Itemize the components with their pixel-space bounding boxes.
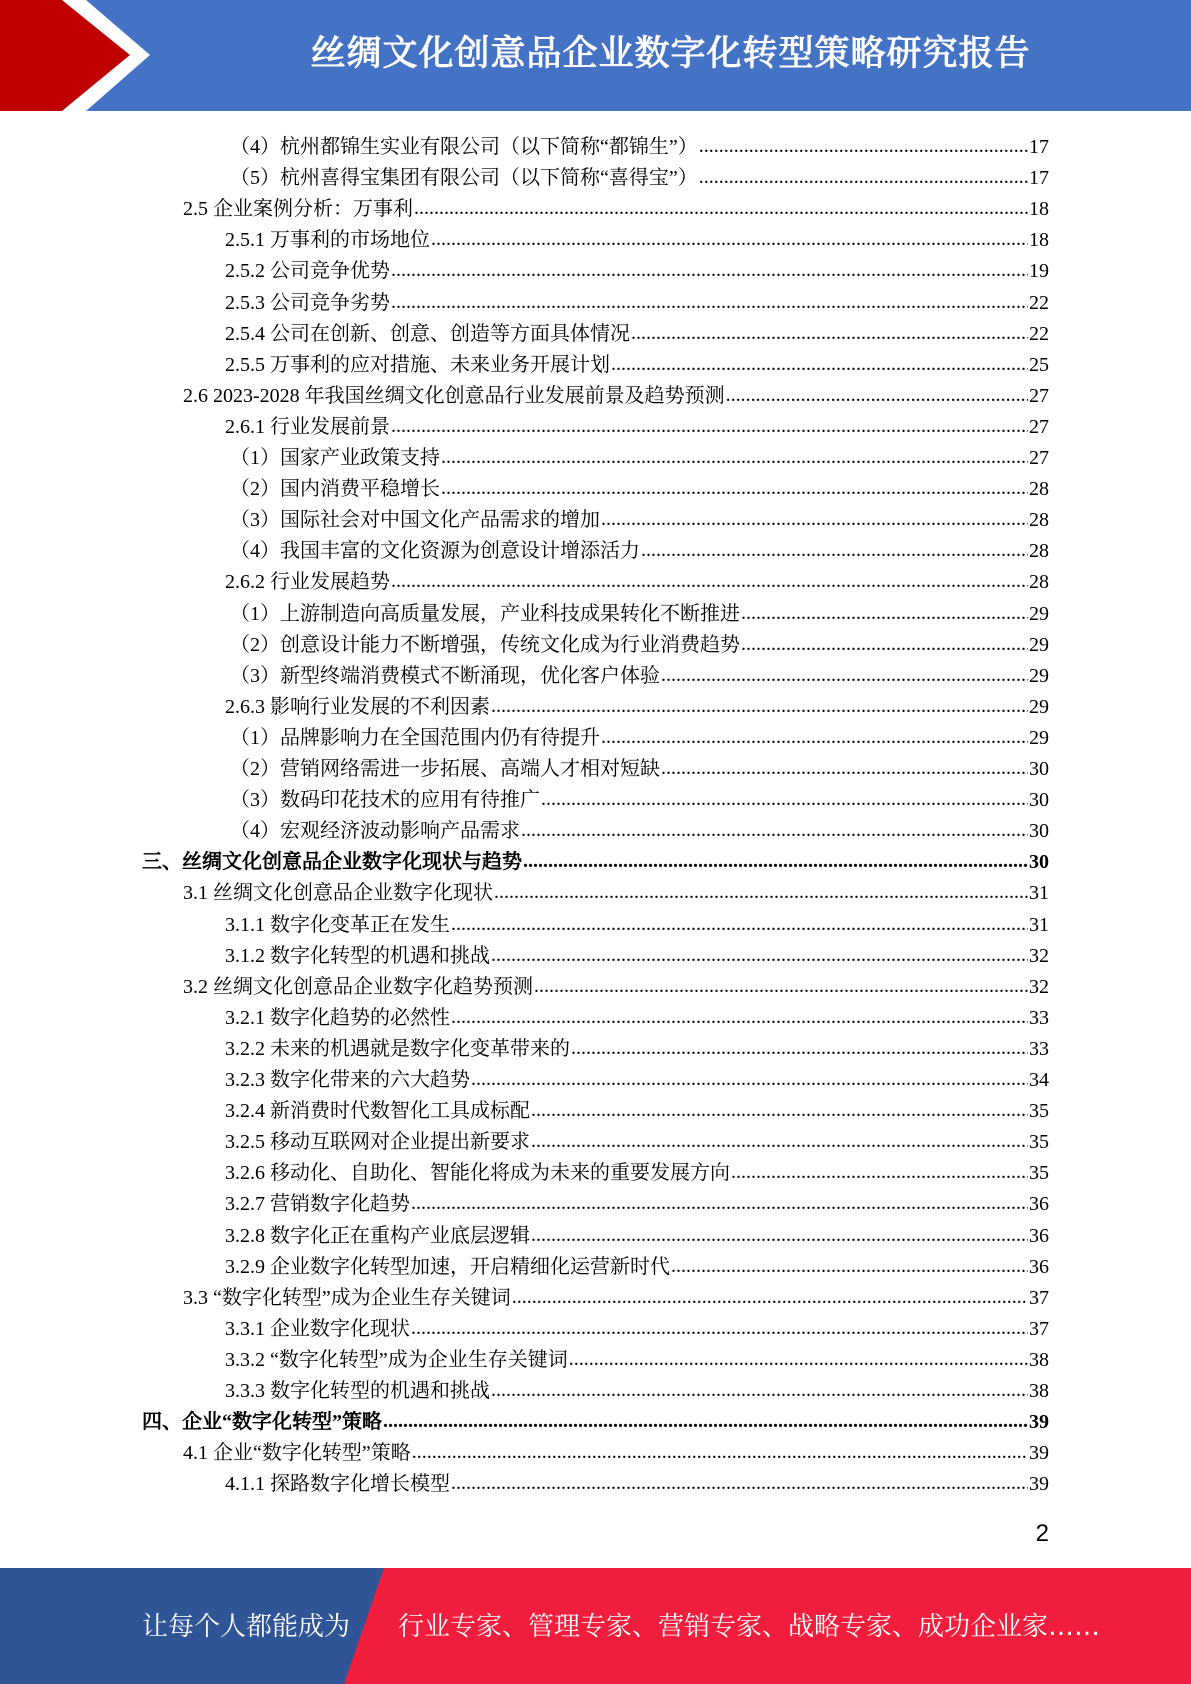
toc-entry-page: 36: [1029, 1224, 1049, 1247]
toc-entry-title: 2.6.3 影响行业发展的不利因素: [225, 695, 490, 718]
toc-dot-leader: [512, 1287, 1028, 1310]
toc-entry[interactable]: [225, 1248, 1049, 1279]
toc-entry[interactable]: [230, 439, 1049, 470]
toc-entry-title: 2.5.5 万事利的应对措施、未来业务开展计划: [225, 353, 610, 376]
toc-dot-leader: [601, 509, 1028, 532]
toc-dot-leader: [414, 198, 1028, 221]
toc-dot-leader: [391, 260, 1028, 283]
toc-entry-page: 17: [1029, 167, 1049, 190]
toc-entry[interactable]: [142, 843, 1049, 874]
toc-entry[interactable]: [183, 190, 1049, 221]
toc-dot-leader: [391, 571, 1028, 594]
toc-entry-title: （3）国际社会对中国文化产品需求的增加: [230, 509, 600, 532]
toc-entry-page: 32: [1029, 975, 1049, 998]
toc-entry-page: 35: [1029, 1100, 1049, 1123]
toc-entry-page: 30: [1029, 851, 1049, 874]
toc-entry-title: （2）创意设计能力不断增强，传统文化成为行业消费趋势: [230, 633, 740, 656]
toc-entry-page: 30: [1029, 820, 1049, 843]
toc-entry-page: 27: [1029, 447, 1049, 469]
footer-slogan-right: 行业专家、管理专家、营销专家、战略专家、成功企业家……: [398, 1612, 1101, 1642]
toc-entry-title: （4）杭州都锦生实业有限公司（以下简称“都锦生”）: [230, 136, 698, 158]
toc-entry[interactable]: [225, 563, 1049, 594]
toc-entry-title: 3.2.1 数字化趋势的必然性: [225, 1006, 450, 1029]
toc-dot-leader: [411, 1193, 1028, 1216]
toc-entry-title: 3.2.6 移动化、自助化、智能化将成为未来的重要发展方向: [225, 1162, 730, 1185]
toc-entry-title: 四、企业“数字化转型”策略: [142, 1411, 382, 1434]
toc-entry-title: 3.2.5 移动互联网对企业提出新要求: [225, 1131, 530, 1154]
toc-entry[interactable]: [230, 532, 1049, 563]
toc-entry-title: 3.1 丝绸文化创意品企业数字化现状: [183, 882, 493, 905]
toc-entry-page: 39: [1029, 1442, 1049, 1465]
toc-dot-leader: [534, 976, 1028, 999]
toc-entry-page: 31: [1029, 882, 1049, 905]
toc-dot-leader: [523, 851, 1028, 874]
toc-dot-leader: [531, 1100, 1028, 1123]
toc-dot-leader: [661, 758, 1028, 781]
toc-entry[interactable]: [230, 159, 1049, 190]
toc-entry-page: 19: [1029, 260, 1049, 283]
toc-entry[interactable]: [183, 377, 1049, 408]
toc-entry[interactable]: [225, 906, 1049, 937]
toc-entry[interactable]: [225, 1341, 1049, 1372]
toc-entry[interactable]: [225, 1372, 1049, 1403]
toc-entry-title: 3.2.7 营销数字化趋势: [225, 1193, 410, 1216]
toc-entry-page: 27: [1029, 384, 1049, 407]
toc-entry-title: （1）品牌影响力在全国范围内仍有待提升: [230, 726, 600, 749]
toc-entry-page: 36: [1029, 1193, 1049, 1216]
toc-entry-title: （1）上游制造向高质量发展，产业科技成果转化不断推进: [230, 602, 740, 625]
toc-entry[interactable]: [225, 252, 1049, 283]
toc-entry[interactable]: [225, 221, 1049, 252]
toc-entry-page: 27: [1029, 415, 1049, 438]
toc-entry[interactable]: [225, 284, 1049, 315]
toc-entry-page: 33: [1029, 1006, 1049, 1029]
toc-entry[interactable]: [225, 346, 1049, 377]
toc-entry-title: （2）营销网络需进一步拓展、高端人才相对短缺: [230, 758, 660, 780]
toc-entry-title: 3.3.3 数字化转型的机遇和挑战: [225, 1380, 490, 1402]
toc-entry[interactable]: [183, 874, 1049, 905]
toc-entry-title: 2.6.2 行业发展趋势: [225, 571, 390, 594]
toc-entry[interactable]: [225, 315, 1049, 346]
toc-entry-page: 35: [1029, 1162, 1049, 1185]
toc-dot-leader: [699, 136, 1028, 159]
toc-dot-leader: [661, 665, 1028, 688]
toc-entry-title: 3.2.9 企业数字化转型加速，开启精细化运营新时代: [225, 1255, 670, 1278]
toc-entry[interactable]: [225, 1310, 1049, 1341]
toc-entry-title: （3）新型终端消费模式不断涌现，优化客户体验: [230, 664, 660, 687]
toc-entry[interactable]: [230, 750, 1049, 781]
toc-entry-page: 29: [1029, 664, 1049, 687]
toc-entry-page: 18: [1029, 198, 1049, 221]
toc-entry-title: 3.2.2 未来的机遇就是数字化变革带来的: [225, 1037, 570, 1060]
toc-entry-page: 22: [1029, 322, 1049, 345]
toc-entry[interactable]: [230, 470, 1049, 501]
toc-entry-title: 2.5.2 公司竞争优势: [225, 260, 390, 283]
toc-dot-leader: [411, 1318, 1028, 1341]
toc-dot-leader: [391, 292, 1028, 315]
toc-entry-title: 2.6 2023-2028 年我国丝绸文化创意品行业发展前景及趋势预测: [183, 384, 725, 407]
toc-dot-leader: [601, 727, 1028, 750]
toc-entry-title: （3）数码印花技术的应用有待推广: [230, 789, 540, 812]
toc-entry-page: 34: [1029, 1069, 1049, 1091]
page-header: [0, 0, 1191, 111]
toc-entry-title: （4）我国丰富的文化资源为创意设计增添活力: [230, 540, 640, 563]
toc-entry[interactable]: [183, 968, 1049, 999]
toc-entry-title: 4.1.1 探路数字化增长模型: [225, 1473, 450, 1496]
toc-entry-page: 28: [1029, 478, 1049, 501]
toc-entry-page: 39: [1029, 1411, 1049, 1434]
toc-dot-leader: [412, 1442, 1028, 1465]
toc-entry-page: 32: [1029, 944, 1049, 967]
toc-entry-title: 三、丝绸文化创意品企业数字化现状与趋势: [142, 851, 522, 874]
toc-dot-leader: [383, 1411, 1028, 1434]
toc-entry[interactable]: [230, 501, 1049, 532]
toc-entry[interactable]: [225, 688, 1049, 719]
page-number: 2: [1035, 1520, 1049, 1547]
toc-dot-leader: [451, 1473, 1028, 1496]
toc-entry[interactable]: [225, 1123, 1049, 1154]
toc-dot-leader: [731, 1162, 1028, 1185]
toc-entry-page: 29: [1029, 602, 1049, 625]
toc-entry-page: 30: [1029, 789, 1049, 812]
toc-entry-page: 38: [1029, 1380, 1049, 1402]
toc-entry-title: 2.5.3 公司竞争劣势: [225, 291, 390, 314]
toc-dot-leader: [451, 914, 1028, 937]
toc-entry-page: 29: [1029, 695, 1049, 718]
footer-slogan-left: 让每个人都能成为: [142, 1612, 351, 1642]
toc-entry[interactable]: [230, 719, 1049, 750]
toc-entry[interactable]: [225, 408, 1049, 439]
toc-entry-title: 3.2.8 数字化正在重构产业底层逻辑: [225, 1224, 530, 1247]
toc-entry-title: 2.5.4 公司在创新、创意、创造等方面具体情况: [225, 322, 630, 345]
page-footer: [0, 1568, 1191, 1684]
toc-entry-title: 3.3.1 企业数字化现状: [225, 1317, 410, 1340]
toc-entry[interactable]: [183, 1434, 1049, 1465]
toc-dot-leader: [611, 354, 1028, 377]
toc-entry-title: 2.6.1 行业发展前景: [225, 415, 390, 438]
toc-entry-page: 38: [1029, 1348, 1049, 1371]
toc-entry[interactable]: [225, 1465, 1049, 1496]
toc-entry-page: 29: [1029, 633, 1049, 656]
toc-entry-title: 4.1 企业“数字化转型”策略: [183, 1442, 411, 1465]
toc-entry-title: 3.3.2 “数字化转型”成为企业生存关键词: [225, 1348, 568, 1371]
toc-dot-leader: [494, 882, 1028, 905]
toc-entry[interactable]: [230, 128, 1049, 159]
toc-entry-title: （5）杭州喜得宝集团有限公司（以下简称“喜得宝”）: [230, 167, 698, 190]
toc-dot-leader: [531, 1225, 1028, 1248]
toc-entry-page: 22: [1029, 291, 1049, 314]
toc-entry-title: （4）宏观经济波动影响产品需求: [230, 820, 520, 843]
toc-entry[interactable]: [230, 781, 1049, 812]
toc-entry-page: 37: [1029, 1286, 1049, 1309]
toc-entry[interactable]: [225, 1061, 1049, 1092]
toc-entry-page: 39: [1029, 1473, 1049, 1496]
toc-entry[interactable]: [225, 1154, 1049, 1185]
toc-dot-leader: [391, 416, 1028, 439]
toc-entry[interactable]: [142, 1403, 1049, 1434]
toc-dot-leader: [491, 1380, 1028, 1403]
toc-dot-leader: [441, 478, 1028, 501]
toc-dot-leader: [631, 323, 1028, 346]
toc-entry-page: 28: [1029, 571, 1049, 594]
toc-entry[interactable]: [230, 812, 1049, 843]
toc-entry-title: 3.1.2 数字化转型的机遇和挑战: [225, 944, 490, 967]
toc-entry-page: 33: [1029, 1037, 1049, 1060]
toc-entry-page: 30: [1029, 758, 1049, 780]
toc-entry-title: 3.3 “数字化转型”成为企业生存关键词: [183, 1286, 511, 1309]
toc-dot-leader: [571, 1038, 1028, 1061]
toc-entry-page: 25: [1029, 353, 1049, 376]
toc-entry[interactable]: [225, 1030, 1049, 1061]
toc-entry-page: 17: [1029, 136, 1049, 158]
toc-entry-title: 2.5 企业案例分析：万事利: [183, 198, 413, 221]
toc-entry-page: 29: [1029, 726, 1049, 749]
toc-entry[interactable]: [230, 626, 1049, 657]
toc-entry-title: 3.2.3 数字化带来的六大趋势: [225, 1069, 470, 1091]
toc-entry-title: 3.2.4 新消费时代数智化工具成标配: [225, 1100, 530, 1123]
toc-entry-title: 2.5.1 万事利的市场地位: [225, 229, 430, 252]
toc-entry-page: 18: [1029, 229, 1049, 252]
toc-entry-page: 37: [1029, 1317, 1049, 1340]
toc-dot-leader: [741, 634, 1028, 657]
toc-entry[interactable]: [230, 657, 1049, 688]
toc-dot-leader: [471, 1069, 1028, 1092]
toc-entry[interactable]: [225, 999, 1049, 1030]
toc-entry-title: 3.1.1 数字化变革正在发生: [225, 913, 450, 936]
toc-dot-leader: [541, 789, 1028, 812]
toc-dot-leader: [726, 385, 1028, 408]
toc-entry-page: 36: [1029, 1255, 1049, 1278]
toc-dot-leader: [671, 1256, 1028, 1279]
toc-dot-leader: [491, 945, 1028, 968]
toc-entry-page: 28: [1029, 540, 1049, 563]
toc-entry[interactable]: [225, 1092, 1049, 1123]
toc-entry-page: 31: [1029, 913, 1049, 936]
toc-entry-page: 35: [1029, 1131, 1049, 1154]
toc-entry-title: （1）国家产业政策支持: [230, 447, 440, 469]
toc-entry[interactable]: [230, 595, 1049, 626]
toc-dot-leader: [569, 1349, 1028, 1372]
toc-entry-page: 28: [1029, 509, 1049, 532]
header-title: 丝绸文化创意品企业数字化转型策略研究报告: [310, 34, 1031, 74]
toc-dot-leader: [491, 696, 1028, 719]
toc-dot-leader: [441, 447, 1028, 470]
toc-entry-title: （2）国内消费平稳增长: [230, 478, 440, 501]
toc-dot-leader: [531, 1131, 1028, 1154]
toc-entry-title: 3.2 丝绸文化创意品企业数字化趋势预测: [183, 975, 533, 998]
toc-dot-leader: [451, 1007, 1028, 1030]
toc-entry[interactable]: [225, 1217, 1049, 1248]
toc-dot-leader: [699, 167, 1028, 190]
toc-entry[interactable]: [225, 1185, 1049, 1216]
toc-entry[interactable]: [183, 1279, 1049, 1310]
toc-dot-leader: [431, 229, 1028, 252]
toc-dot-leader: [641, 540, 1028, 563]
toc-entry[interactable]: [225, 937, 1049, 968]
toc-dot-leader: [741, 603, 1028, 626]
toc-dot-leader: [521, 820, 1028, 843]
